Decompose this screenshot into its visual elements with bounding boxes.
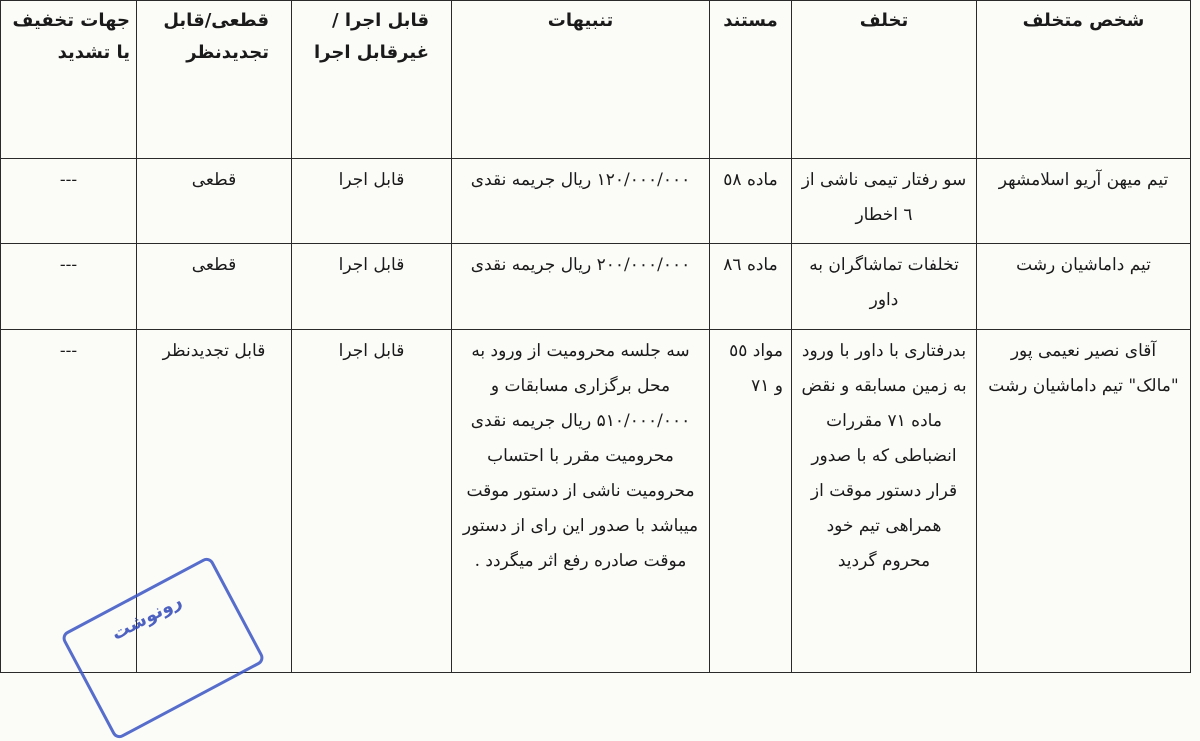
cell-basis: ماده ٨٦ (710, 244, 792, 330)
cell-violation: سو رفتار تیمی ناشی از ٦ اخطار (792, 159, 977, 244)
cell-executable: قابل اجرا (292, 330, 452, 673)
cell-person: تیم داماشیان رشت (977, 244, 1191, 330)
cell-penalties: ۲۰۰/۰۰۰/۰۰۰ ریال جریمه نقدی (452, 244, 710, 330)
stamp-text: رونوشت (108, 590, 186, 645)
table-row (1, 159, 1191, 244)
header-final: قطعی/قابل تجدیدنظر (137, 1, 292, 159)
cell-violation: بدرفتاری با داور با ورود به زمین مسابقه و نقض ماده ۷۱ مقررات انضباطی که با صدور قرار دستور موقت از همراهی تیم خود محروم گردید (792, 330, 977, 673)
header-basis: مستند (710, 1, 792, 159)
cell-final: قطعی (137, 244, 292, 330)
cell-executable: قابل اجرا (292, 159, 452, 244)
cell-violation: تخلفات تماشاگران به داور (792, 244, 977, 330)
cell-final: قابل تجدیدنظر (137, 330, 292, 673)
cell-reduction: --- (1, 244, 137, 330)
header-row (1, 1, 1191, 159)
cell-basis: ماده ٥٨ (710, 159, 792, 244)
header-executable: قابل اجرا /غیرقابل اجرا (292, 1, 452, 159)
cell-penalties: ۱۲۰/۰۰۰/۰۰۰ ریال جریمه نقدی (452, 159, 710, 244)
cell-final: قطعی (137, 159, 292, 244)
cell-penalties: سه جلسه محرومیت از ورود به محل برگزاری مسابقات و ۵۱۰/۰۰۰/۰۰۰ ریال جریمه نقدی محرومیت مقرر با احتساب محرومیت ناشی از دستور موقت میباشد با صدور این رای از دستور موقت صادره رفع اثر میگردد . (452, 330, 710, 673)
header-penalties: تنبیهات (452, 1, 710, 159)
table-row (1, 244, 1191, 330)
header-reduction: جهات تخفیف یا تشدید (1, 1, 137, 159)
cell-reduction: --- (1, 159, 137, 244)
header-violation: تخلف (792, 1, 977, 159)
cell-executable: قابل اجرا (292, 244, 452, 330)
cell-person: تیم میهن آریو اسلامشهر (977, 159, 1191, 244)
cell-reduction: --- (1, 330, 137, 673)
cell-person: آقای نصیر نعیمی پور "مالک" تیم داماشیان رشت (977, 330, 1191, 673)
cell-basis: مواد ٥٥ و ٧١ (710, 330, 792, 673)
header-person: شخص متخلف (977, 1, 1191, 159)
